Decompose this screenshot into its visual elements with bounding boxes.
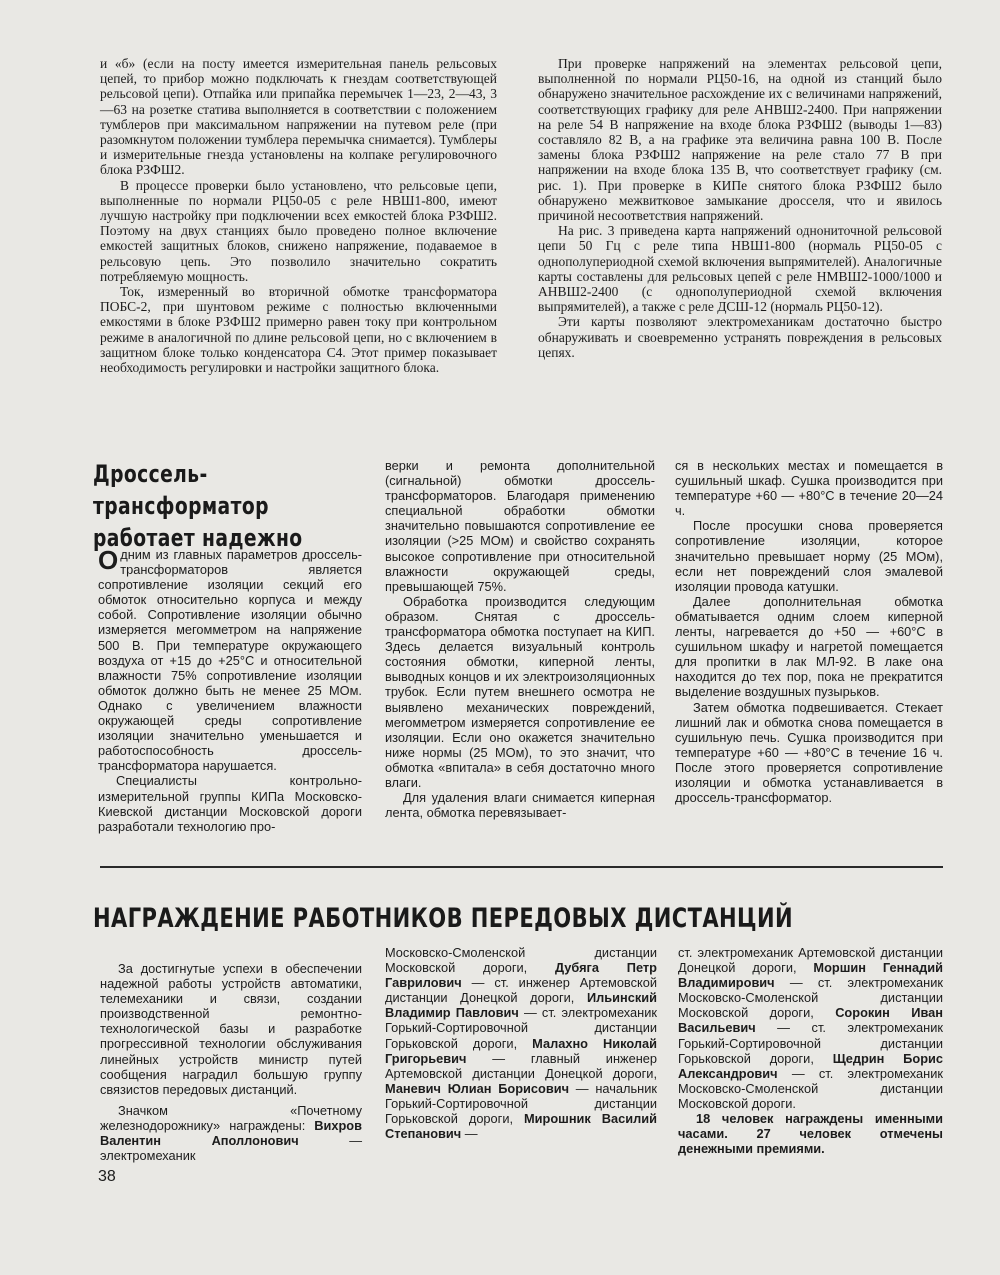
paragraph: На рис. 3 приведена карта напряжений однониточной рельсовой цепи 50 Гц с реле типа НВШ1-800 (нормаль РЦ50-05 с однополупериодной схемой включения выпрямителей). Аналогичные карты составлены для рельсовых цепей с реле НМВШ2-1000/1000 и АНВШ2-2400 (с однополупериодной схемой включения выпрямителей), а также с реле ДСШ-12 (нормаль РЦ50-12).	[538, 223, 942, 315]
paragraph	[98, 547, 362, 773]
paragraph: Специалисты контрольно-измерительной группы КИПа Московско-Киевской дистанции Московской дороги разработали технологию про-	[98, 773, 362, 834]
article2-column-2	[385, 458, 655, 820]
text-run: — ст. электромеханик Московско-Смоленской дистанции Московской дороги,	[678, 975, 943, 1021]
awardee-name: Малахно Николай Григорьевич	[385, 1035, 657, 1066]
paragraph-text: дним из главных параметров дроссель-трансформаторов является сопротивление изоляции секций его обмоток относительно корпуса и между собой. Сопротивление изоляции обычно измеряется мегомметром на напряжение 500 В. При температуре окружающего воздуха от +15 до +25°С и относительной влажности 75% сопротивление изоляции обмоток должно быть не менее 25 МОм. Однако с увеличением влажности окружающей среды сопротивление изоляции значительно уменьшается и работоспособность дроссель-трансформатора нарушается.	[98, 547, 362, 774]
paragraph: Далее дополнительная обмотка обматывается одним слоем киперной ленты, нагревается до +50 — +60°С в сушильном шкафу и нагретой помещается для пропитки в лак МЛ-92. В лаке она находится до тех пор, пока не прекратится выделение воздушных пузырьков.	[675, 593, 943, 700]
text-run: — ст. электромеханик Горький-Сортировочной дистанции Горьковской дороги,	[385, 1005, 657, 1051]
awardee-name: Моршин Геннадий Владимирович	[678, 960, 943, 991]
text-run: —	[461, 1126, 478, 1142]
paragraph: После просушки снова проверяется сопротивление изоляции, которое значительно превышает норму (25 МОм), если нет повреждений слоя эмалевой изоляции провода катушки.	[675, 518, 943, 594]
bold-text: 18 человек награждены именными часами. 27 человек отмечены денежными премиями.	[678, 1111, 943, 1157]
page-number: 38	[98, 1168, 116, 1185]
article-headline	[93, 458, 350, 554]
top-article-column-1	[100, 56, 497, 375]
paragraph: и «б» (если на посту имеется измерительная панель рельсовых цепей, то прибор можно подключать к гнездам соответствующей рельсовой цепи). Отпайка или припайка перемычек 1—23, 2—43, 3—63 на розетке статива выполняется в соответствии с положением тумблеров при максимальном напряжении на путевом реле (при разомкнутом положении тумблера перемычка снимается). Тумблеры и измерительные гнезда установлены на колпаке регулировочного блока РЗФШ2.	[100, 56, 497, 178]
paragraph: За достигнутые успехи в обеспечении надежной работы устройств автоматики, телемеханики и связи, создании производственной ремонтно-технологической базы и разработке прогрессивной технологии обслуживания линейных устройств министр путей сообщения наградил большую группу связистов передовых дистанций.	[100, 961, 362, 1097]
article-headline: НАГРАЖДЕНИЕ РАБОТНИКОВ ПЕРЕДОВЫХ ДИСТАНЦИЙ	[93, 903, 794, 934]
text-run: — ст. электромеханик Московско-Смоленской дистанции Московской дороги.	[678, 1065, 943, 1111]
paragraph: При проверке напряжений на элементах рельсовой цепи, выполненной по нормали РЦ50-16, на одной из станций было обнаружено значительное расхождение их с величинами напряжений, соответствующих графику для реле АНВШ2-2400. При напряжении на реле 54 В напряжение на входе блока РЗФШ2 (выводы 1—83) составляло 82 В, а на графике эта величина равна 100 В. После замены блока РЗФШ2 напряжение на реле стало 77 В при напряжении на входе блока 135 В, что соответствует графику (см. рис. 1). При проверке в КИПе снятого блока РЗФШ2 было обнаружено межвитковое замыкание дросселя, что и явилось причиной несоответствия напряжений.	[538, 56, 942, 224]
paragraph: Эти карты позволяют электромеханикам достаточно быстро обнаруживать и своевременно устранять повреждения в рельсовых цепях.	[538, 314, 942, 360]
article3-column-2	[385, 945, 657, 1141]
text-run: — начальник Горький-Сортировочной дистанции Горьковской дороги,	[385, 1080, 657, 1127]
awardee-name: Вихров Валентин Аполлонович	[100, 1117, 362, 1149]
paragraph: Затем обмотка подвешивается. Стекает лишний лак и обмотка снова помещается в сушильную печь. Сушка производится при температуре +60 — +80°С в течение 16 ч. После этого проверяется сопротивление изоляции и обмотка устанавливается в дроссель-трансформатор.	[675, 699, 943, 806]
top-article-column-2	[538, 56, 942, 360]
awardee-name: Щедрин Борис Александрович	[678, 1050, 943, 1081]
awardee-name: Мирошник Василий Степанович	[385, 1111, 657, 1142]
awardee-name: Сорокин Иван Васильевич	[678, 1005, 943, 1036]
paragraph	[678, 945, 943, 1111]
headline-line-1: Дроссель-трансформатор	[93, 460, 269, 520]
paragraph	[385, 945, 657, 1141]
drop-cap: О	[98, 545, 119, 575]
paragraph: верки и ремонта дополнительной (сигнальной) обмотки дроссель-трансформаторов. Благодаря применению специальной обработки обмотки значительно повышаются сопротивление ее изоляции (>25 МОм) и свойство сохранять высокое сопротивление при относительной влажности окружающей среды, превышающей 75%.	[385, 458, 655, 594]
text-run: ст. электромеханик Артемовской дистанции Донецкой дороги,	[678, 945, 943, 976]
awardee-name: Дубяга Петр Гаврилович	[385, 960, 658, 991]
article3-column-3	[678, 945, 943, 1156]
text-run: — ст. инженер Артемовской дистанции Донецкой дороги,	[385, 975, 657, 1006]
text-run: Значком «Почетному железнодорожнику» награждены:	[100, 1102, 362, 1133]
paragraph: Ток, измеренный во вторичной обмотке трансформатора ПОБС-2, при шунтовом режиме с полностью включенными емкостями в блоке РЗФШ2 примерно равен току при контрольном режиме в аналогичной по длине рельсовой цепи, но с включением в защитном блоке только конденсатора С4. Этот пример показывает необходимость регулировки и настройки защитного блока.	[100, 284, 497, 376]
awardee-name: Маневич Юлиан Борисович	[385, 1080, 570, 1096]
paragraph: ся в нескольких местах и помещается в сушильный шкаф. Сушка производится при температуре +60 — +80°С в течение 20—24 ч.	[675, 458, 943, 519]
paragraph: Для удаления влаги снимается киперная лента, обмотка перевязывает-	[385, 790, 655, 821]
text-run: — главный инженер Артемовской дистанции Донецкой дороги,	[385, 1050, 657, 1081]
paragraph: В процессе проверки было установлено, что рельсовые цепи, выполненные по нормали РЦ50-05 с реле НВШ1-800, имеют лучшую настройку при подключении всех емкостей блока РЗФШ2. Поэтому на двух станциях было проведено полное включение емкостей защитных блоков, снижено напряжение, подаваемое в рельсовую цепь. Это позволило значительно сократить потребляемую мощность.	[100, 177, 497, 284]
article2-column-3	[675, 458, 943, 805]
paragraph	[100, 1103, 362, 1163]
awardee-name: Ильинский Владимир Павлович	[385, 990, 657, 1021]
section-divider	[100, 866, 943, 868]
headline-line-2: работает надежно	[93, 524, 303, 552]
article3-column-1	[100, 961, 362, 1163]
article2-column-1	[98, 547, 362, 834]
paragraph: Обработка производится следующим образом. Снятая с дроссель-трансформатора обмотка поступает на КИП. Здесь делается визуальный контроль состояния обмотки, киперной ленты, выводных концов и их электроизоляционных трубок. Если путем внешнего осмотра не выявлено механических повреждений, мегомметром измеряется сопротивление ее изоляции. Если оно окажется значительно ниже нормы (25 МОм), то это значит, что обмотка «впитала» в себя достаточно много влаги.	[385, 593, 655, 790]
text-run: — электромеханик	[100, 1133, 362, 1164]
text-run: Московско-Смоленской дистанции Московской дороги,	[385, 945, 657, 976]
paragraph	[678, 1111, 943, 1156]
text-run: — ст. электромеханик Горький-Сортировочной дистанции Горьковской дороги,	[678, 1020, 943, 1066]
